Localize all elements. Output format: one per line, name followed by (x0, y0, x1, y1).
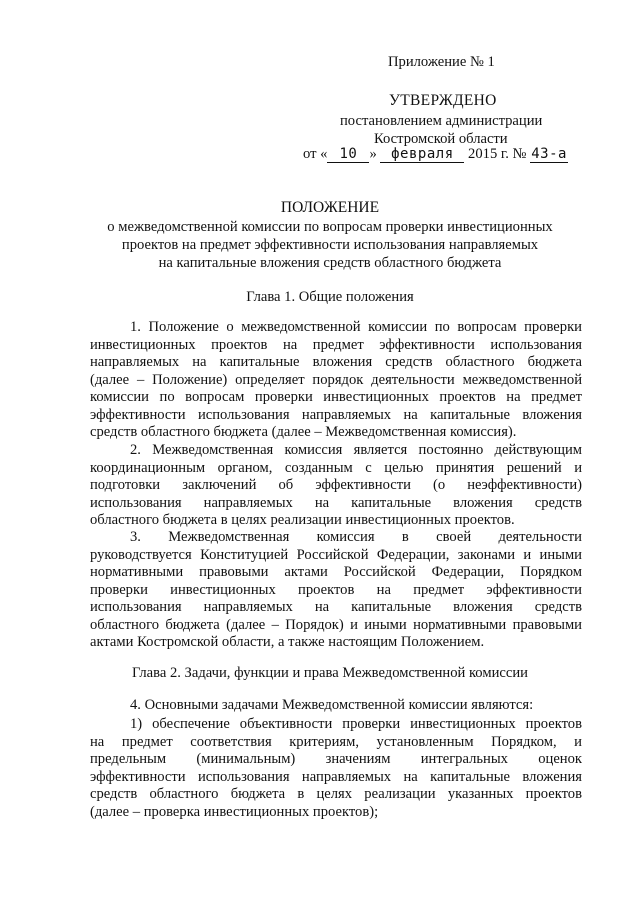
date-day-field: 10 (327, 147, 369, 163)
p5-line: 1) обеспечение объективности проверки инвестиционных проектов (130, 716, 582, 732)
date-prefix: от « (303, 146, 328, 162)
p1-line: эффективности использования направляемых на капитальные вложения (90, 406, 582, 423)
approved-by-line-2: Костромской области (374, 131, 508, 147)
p1-line: направляемых на капитальные вложения средств областного бюджета (90, 354, 582, 370)
p2-line: подготовки заключений об эффективности (о неэффективности) (90, 477, 582, 493)
p5-line: на предмет соответствия критериям, установленным Порядком, и (90, 733, 582, 750)
title-subtitle-line-1: о межведомственной комиссии по вопросам проверки инвестиционных (107, 219, 553, 235)
date-number-field: 43-а (531, 146, 567, 162)
p5-line: предельным (минимальным) значениям интегральных оценок (90, 751, 582, 767)
p1-line: комиссии по вопросам проверки инвестиционных проектов на предмет (90, 389, 582, 405)
paragraph-4: 4. Основными задачами Межведомственной комиссии являются: (130, 697, 534, 713)
title-subtitle-line-3: на капитальные вложения средств областного бюджета (158, 255, 502, 271)
chapter-2-heading: Глава 2. Задачи, функции и права Межведомственной комиссии (132, 665, 528, 681)
date-year: 2015 г. № (468, 146, 527, 162)
appendix-label: Приложение № 1 (388, 54, 495, 70)
paragraph-3 (90, 529, 582, 652)
document-title (60, 198, 600, 272)
approved-stamp: УТВЕРЖДЕНО (389, 92, 497, 109)
approval-date-line (303, 146, 568, 163)
date-mid: » (369, 146, 377, 162)
p3-line: актами Костромской области, а также настоящим Положением. (90, 634, 485, 650)
p1-line: инвестиционных проектов на предмет эффективности использования (90, 336, 582, 353)
p2-line: областного бюджета в целях реализации инвестиционных проектов. (90, 512, 515, 528)
p3-line: руководствуется Конституцией Российской Федерации, законами и иными (90, 546, 582, 563)
approved-by-line-1: постановлением администрации (340, 113, 543, 129)
title-main: ПОЛОЖЕНИЕ (280, 199, 380, 216)
p1-line: (далее – Положение) определяет порядок деятельности межведомственной (90, 371, 582, 388)
p5-line: средств областного бюджета в целях реализации указанных проектов (90, 786, 582, 802)
p3-line: нормативными правовыми актами Российской Федерации, Порядком (90, 564, 582, 580)
p3-line: областного бюджета (далее – Порядок) и иными нормативными правовыми (90, 616, 582, 633)
paragraph-2 (90, 442, 582, 530)
paragraph-1 (90, 319, 582, 442)
p3-line: проверки инвестиционных проектов на предмет эффективности (90, 581, 582, 598)
chapter-1-heading: Глава 1. Общие положения (246, 289, 414, 305)
title-subtitle-line-2: проектов на предмет эффективности использования направляемых (121, 237, 539, 253)
p2-line: 2. Межведомственная комиссия является постоянно действующим (130, 442, 582, 458)
date-month-field: февраля (380, 147, 464, 163)
p2-line: координационным органом, созданным с целью принятия решений и (90, 459, 582, 476)
p3-line: использования направляемых на капитальные вложения средств (90, 599, 582, 615)
p1-line: средств областного бюджета (далее – Межведомственная комиссия). (90, 424, 517, 440)
paragraph-5 (90, 716, 582, 821)
p2-line: использования направляемых на капитальные вложения средств (90, 494, 582, 511)
p5-line: (далее – проверка инвестиционных проектов); (90, 803, 379, 820)
p1-line: 1. Положение о межведомственной комиссии по вопросам проверки (130, 319, 582, 335)
p3-line: 3. Межведомственная комиссия в своей деятельности (130, 529, 582, 545)
p5-line: эффективности использования направляемых на капитальные вложения (90, 768, 582, 785)
